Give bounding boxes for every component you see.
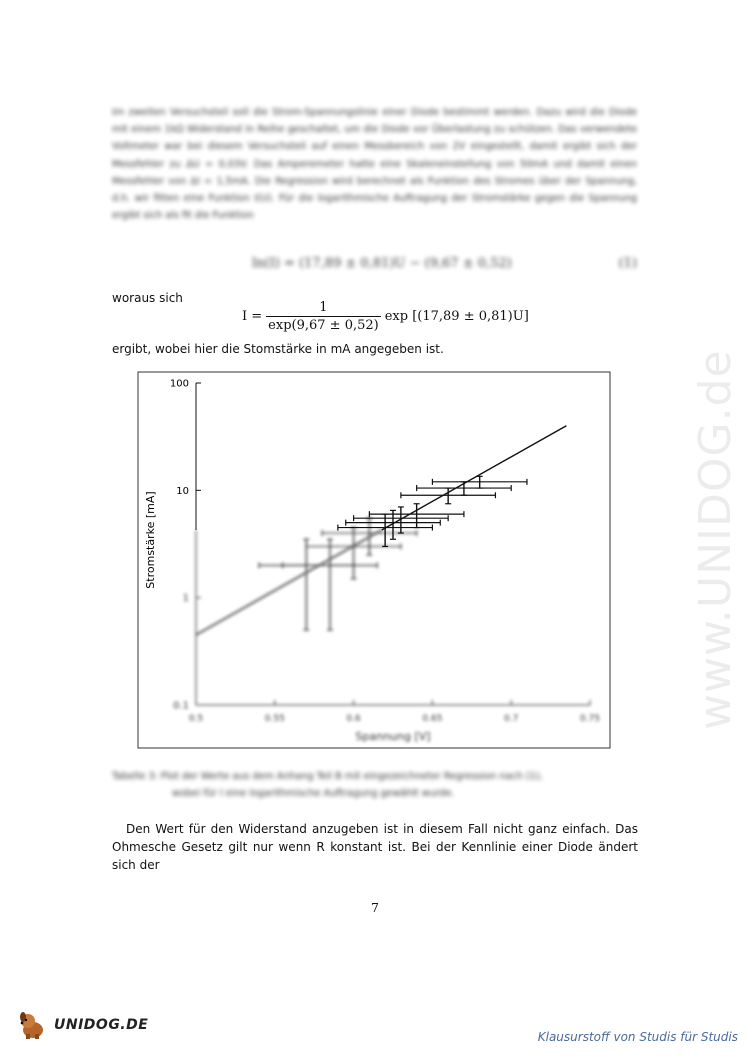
y-tick-label: 10 [176, 485, 189, 497]
page-number: 7 [371, 900, 379, 915]
dog-icon [18, 1010, 48, 1040]
y-tick-label: 100 [169, 378, 189, 390]
logo-text: UNIDOG.DE [54, 1017, 149, 1033]
watermark: www.UNIDOG.de [690, 349, 741, 730]
body-paragraph: Den Wert für den Widerstand anzugeben ist in diesem Fall nicht ganz einfach. Das Ohmesche Gesetz gilt nur wenn R konstant ist. Bei der Kennlinie einer Diode ändert sich der [112, 822, 638, 872]
x-tick-label: 0.55 [264, 714, 285, 724]
x-tick-label: 0.5 [188, 714, 204, 724]
y-tick-label: 1 [182, 593, 189, 605]
figure-caption [112, 768, 637, 802]
equation-2-rhs: exp [(17,89 ± 0,81)U] [384, 309, 529, 324]
equation-2-numerator: 1 [319, 300, 328, 315]
x-axis-label: Spannung [V] [355, 730, 431, 743]
y-tick-label: 0.1 [173, 700, 189, 712]
equation-1-body: ln(I) = (17,89 ± 0,81)U − (9,67 ± 0,52) [252, 256, 512, 271]
ergibt-text: ergibt, wobei hier die Stomstärke in mA angegeben ist. [112, 342, 444, 356]
x-tick-label: 0.75 [579, 714, 601, 724]
y-axis-label: Stromstärke [mA] [144, 491, 157, 589]
x-tick-label: 0.7 [504, 714, 519, 724]
plot-frame [138, 372, 610, 748]
caption-line-2: wobei für I eine logarithmische Auftragung gewählt wurde. [172, 788, 455, 799]
x-tick-label: 0.6 [346, 714, 361, 724]
unidog-logo[interactable] [18, 1010, 148, 1040]
woraus-text: woraus sich [112, 291, 183, 305]
equation-1-number: (1) [618, 256, 637, 271]
footer-slogan: Klausurstoff von Studis für Studis [537, 1030, 738, 1044]
equation-2-lhs: I = [242, 309, 263, 324]
x-tick-label: 0.65 [422, 714, 443, 724]
intro-paragraph: Im zweiten Versuchsteil soll die Strom-Spannungslinie einer Diode bestimmt werden. Dazu wird die Diode mit einem 1kΩ Widerstand in Reihe geschaltet, um die Diode vor Überlastung zu schützen. Das verwendete Voltmeter war bei diesem Versuchsteil auf einen Messbereich von 2V eingestellt, damit ergibt sich der Messfehler zu ΔU = 0,03V. Das Amperemeter hatte eine Skaleneinstellung von 50mA und damit einen Messfehler von ΔI = 1,5mA. Die Regression wird berechnet als Funktion des Stromes über der Spannung, d.h. wir fitten eine Funktion I(U). Für die logarithmische Auftragung der Stromstärke gegen die Spannung ergibt sich als fit die Funktion [112, 107, 637, 222]
equation-2-denominator: exp(9,67 ± 0,52) [268, 318, 379, 333]
caption-line-1: Tabelle 3: Plot der Werte aus dem Anhang Teil B mit eingezeichneter Regression nach (1), [112, 771, 543, 782]
